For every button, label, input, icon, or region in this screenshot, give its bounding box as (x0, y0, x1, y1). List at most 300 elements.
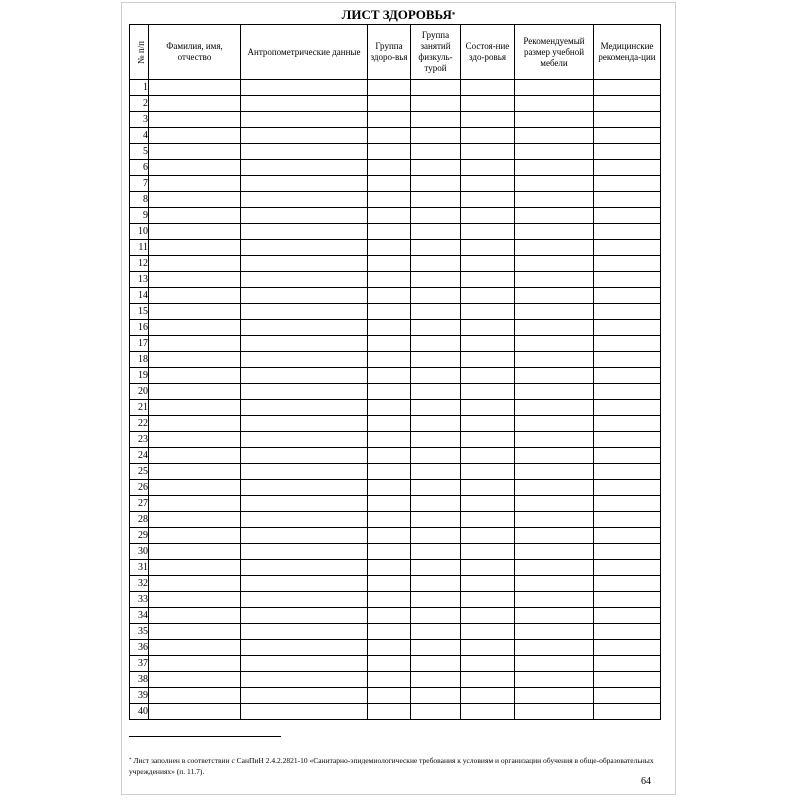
cell-pe_group[interactable] (411, 592, 461, 608)
cell-name[interactable] (149, 256, 241, 272)
table-row (130, 272, 661, 288)
cell-health_state[interactable] (461, 544, 515, 560)
cell-health_group[interactable] (368, 272, 411, 288)
cell-furniture[interactable] (515, 368, 594, 384)
cell-health_state[interactable] (461, 416, 515, 432)
cell-health_state[interactable] (461, 80, 515, 96)
cell-health_state[interactable] (461, 336, 515, 352)
cell-anthro[interactable] (241, 608, 368, 624)
cell-medical[interactable] (594, 544, 661, 560)
cell-pe_group[interactable] (411, 384, 461, 400)
cell-medical[interactable] (594, 144, 661, 160)
cell-health_state[interactable] (461, 224, 515, 240)
cell-health_group[interactable] (368, 368, 411, 384)
cell-medical[interactable] (594, 640, 661, 656)
table-row (130, 144, 661, 160)
cell-furniture[interactable] (515, 128, 594, 144)
cell-health_state[interactable] (461, 368, 515, 384)
cell-pe_group[interactable] (411, 496, 461, 512)
cell-anthro[interactable] (241, 400, 368, 416)
cell-name[interactable] (149, 704, 241, 720)
cell-health_group[interactable] (368, 352, 411, 368)
cell-furniture[interactable] (515, 432, 594, 448)
cell-name[interactable] (149, 176, 241, 192)
row-number: 37 (130, 656, 149, 672)
cell-pe_group[interactable] (411, 208, 461, 224)
cell-pe_group[interactable] (411, 576, 461, 592)
cell-medical[interactable] (594, 304, 661, 320)
cell-medical[interactable] (594, 416, 661, 432)
cell-furniture[interactable] (515, 336, 594, 352)
cell-anthro[interactable] (241, 144, 368, 160)
cell-furniture[interactable] (515, 672, 594, 688)
cell-health_state[interactable] (461, 320, 515, 336)
cell-medical[interactable] (594, 224, 661, 240)
cell-furniture[interactable] (515, 464, 594, 480)
cell-medical[interactable] (594, 592, 661, 608)
cell-medical[interactable] (594, 432, 661, 448)
cell-health_state[interactable] (461, 240, 515, 256)
cell-name[interactable] (149, 240, 241, 256)
table-row (130, 352, 661, 368)
cell-name[interactable] (149, 272, 241, 288)
cell-furniture[interactable] (515, 560, 594, 576)
table-row (130, 128, 661, 144)
cell-medical[interactable] (594, 672, 661, 688)
cell-medical[interactable] (594, 624, 661, 640)
cell-health_group[interactable] (368, 640, 411, 656)
cell-health_state[interactable] (461, 352, 515, 368)
cell-anthro[interactable] (241, 576, 368, 592)
cell-pe_group[interactable] (411, 144, 461, 160)
cell-furniture[interactable] (515, 224, 594, 240)
cell-name[interactable] (149, 352, 241, 368)
cell-name[interactable] (149, 464, 241, 480)
cell-health_group[interactable] (368, 544, 411, 560)
cell-name[interactable] (149, 384, 241, 400)
cell-furniture[interactable] (515, 592, 594, 608)
cell-health_group[interactable] (368, 704, 411, 720)
cell-pe_group[interactable] (411, 624, 461, 640)
cell-medical[interactable] (594, 192, 661, 208)
cell-anthro[interactable] (241, 320, 368, 336)
cell-health_state[interactable] (461, 608, 515, 624)
cell-name[interactable] (149, 128, 241, 144)
table-row (130, 640, 661, 656)
table-row (130, 400, 661, 416)
cell-name[interactable] (149, 400, 241, 416)
cell-health_group[interactable] (368, 688, 411, 704)
cell-name[interactable] (149, 656, 241, 672)
cell-anthro[interactable] (241, 592, 368, 608)
cell-health_group[interactable] (368, 464, 411, 480)
cell-health_group[interactable] (368, 448, 411, 464)
cell-anthro[interactable] (241, 224, 368, 240)
cell-medical[interactable] (594, 384, 661, 400)
cell-health_group[interactable] (368, 416, 411, 432)
cell-pe_group[interactable] (411, 304, 461, 320)
cell-health_group[interactable] (368, 176, 411, 192)
cell-pe_group[interactable] (411, 464, 461, 480)
cell-health_group[interactable] (368, 240, 411, 256)
cell-anthro[interactable] (241, 272, 368, 288)
cell-name[interactable] (149, 368, 241, 384)
cell-health_group[interactable] (368, 160, 411, 176)
cell-health_group[interactable] (368, 656, 411, 672)
cell-health_group[interactable] (368, 432, 411, 448)
cell-anthro[interactable] (241, 112, 368, 128)
cell-name[interactable] (149, 112, 241, 128)
cell-furniture[interactable] (515, 480, 594, 496)
cell-furniture[interactable] (515, 384, 594, 400)
cell-medical[interactable] (594, 176, 661, 192)
cell-health_group[interactable] (368, 592, 411, 608)
cell-health_state[interactable] (461, 512, 515, 528)
cell-health_state[interactable] (461, 672, 515, 688)
cell-health_group[interactable] (368, 496, 411, 512)
cell-furniture[interactable] (515, 96, 594, 112)
cell-health_state[interactable] (461, 288, 515, 304)
cell-anthro[interactable] (241, 560, 368, 576)
cell-furniture[interactable] (515, 272, 594, 288)
cell-furniture[interactable] (515, 624, 594, 640)
cell-anthro[interactable] (241, 80, 368, 96)
cell-anthro[interactable] (241, 256, 368, 272)
cell-pe_group[interactable] (411, 160, 461, 176)
cell-health_state[interactable] (461, 128, 515, 144)
cell-anthro[interactable] (241, 288, 368, 304)
cell-medical[interactable] (594, 160, 661, 176)
cell-name[interactable] (149, 608, 241, 624)
cell-medical[interactable] (594, 80, 661, 96)
cell-health_state[interactable] (461, 176, 515, 192)
cell-pe_group[interactable] (411, 656, 461, 672)
cell-medical[interactable] (594, 480, 661, 496)
cell-name[interactable] (149, 416, 241, 432)
cell-health_state[interactable] (461, 272, 515, 288)
cell-furniture[interactable] (515, 656, 594, 672)
cell-health_state[interactable] (461, 496, 515, 512)
cell-medical[interactable] (594, 464, 661, 480)
cell-pe_group[interactable] (411, 704, 461, 720)
cell-name[interactable] (149, 432, 241, 448)
cell-medical[interactable] (594, 272, 661, 288)
cell-health_group[interactable] (368, 96, 411, 112)
cell-name[interactable] (149, 336, 241, 352)
cell-name[interactable] (149, 624, 241, 640)
cell-pe_group[interactable] (411, 608, 461, 624)
cell-anthro[interactable] (241, 448, 368, 464)
row-number: 27 (130, 496, 149, 512)
cell-health_group[interactable] (368, 112, 411, 128)
cell-anthro[interactable] (241, 704, 368, 720)
cell-name[interactable] (149, 672, 241, 688)
cell-pe_group[interactable] (411, 480, 461, 496)
table-row (130, 592, 661, 608)
cell-medical[interactable] (594, 448, 661, 464)
cell-name[interactable] (149, 576, 241, 592)
cell-health_state[interactable] (461, 208, 515, 224)
cell-name[interactable] (149, 448, 241, 464)
cell-health_group[interactable] (368, 192, 411, 208)
cell-health_group[interactable] (368, 208, 411, 224)
cell-health_group[interactable] (368, 80, 411, 96)
row-number: 18 (130, 352, 149, 368)
cell-pe_group[interactable] (411, 112, 461, 128)
table-row (130, 512, 661, 528)
cell-pe_group[interactable] (411, 400, 461, 416)
cell-health_group[interactable] (368, 144, 411, 160)
cell-health_state[interactable] (461, 688, 515, 704)
cell-anthro[interactable] (241, 640, 368, 656)
cell-furniture[interactable] (515, 640, 594, 656)
cell-medical[interactable] (594, 320, 661, 336)
cell-health_group[interactable] (368, 560, 411, 576)
cell-health_group[interactable] (368, 512, 411, 528)
cell-medical[interactable] (594, 336, 661, 352)
cell-health_group[interactable] (368, 288, 411, 304)
cell-name[interactable] (149, 320, 241, 336)
cell-pe_group[interactable] (411, 336, 461, 352)
cell-pe_group[interactable] (411, 128, 461, 144)
cell-furniture[interactable] (515, 448, 594, 464)
cell-furniture[interactable] (515, 304, 594, 320)
cell-health_group[interactable] (368, 528, 411, 544)
cell-medical[interactable] (594, 352, 661, 368)
cell-pe_group[interactable] (411, 640, 461, 656)
cell-pe_group[interactable] (411, 672, 461, 688)
cell-anthro[interactable] (241, 688, 368, 704)
cell-furniture[interactable] (515, 608, 594, 624)
table-row (130, 464, 661, 480)
cell-medical[interactable] (594, 656, 661, 672)
cell-anthro[interactable] (241, 352, 368, 368)
cell-pe_group[interactable] (411, 320, 461, 336)
row-number: 29 (130, 528, 149, 544)
cell-pe_group[interactable] (411, 240, 461, 256)
cell-health_state[interactable] (461, 144, 515, 160)
cell-health_state[interactable] (461, 640, 515, 656)
cell-anthro[interactable] (241, 208, 368, 224)
cell-furniture[interactable] (515, 544, 594, 560)
cell-health_state[interactable] (461, 592, 515, 608)
cell-medical[interactable] (594, 496, 661, 512)
cell-furniture[interactable] (515, 160, 594, 176)
cell-furniture[interactable] (515, 496, 594, 512)
cell-medical[interactable] (594, 512, 661, 528)
row-number: 25 (130, 464, 149, 480)
cell-pe_group[interactable] (411, 352, 461, 368)
cell-furniture[interactable] (515, 352, 594, 368)
cell-medical[interactable] (594, 608, 661, 624)
cell-furniture[interactable] (515, 240, 594, 256)
cell-anthro[interactable] (241, 384, 368, 400)
cell-name[interactable] (149, 144, 241, 160)
cell-anthro[interactable] (241, 480, 368, 496)
cell-anthro[interactable] (241, 240, 368, 256)
cell-pe_group[interactable] (411, 544, 461, 560)
cell-furniture[interactable] (515, 416, 594, 432)
cell-medical[interactable] (594, 128, 661, 144)
row-number: 19 (130, 368, 149, 384)
cell-medical[interactable] (594, 96, 661, 112)
cell-pe_group[interactable] (411, 368, 461, 384)
cell-medical[interactable] (594, 368, 661, 384)
cell-pe_group[interactable] (411, 432, 461, 448)
cell-pe_group[interactable] (411, 272, 461, 288)
cell-furniture[interactable] (515, 704, 594, 720)
cell-anthro[interactable] (241, 192, 368, 208)
cell-name[interactable] (149, 80, 241, 96)
cell-pe_group[interactable] (411, 560, 461, 576)
cell-furniture[interactable] (515, 320, 594, 336)
cell-furniture[interactable] (515, 288, 594, 304)
cell-health_state[interactable] (461, 480, 515, 496)
cell-health_state[interactable] (461, 112, 515, 128)
cell-health_state[interactable] (461, 256, 515, 272)
cell-anthro[interactable] (241, 176, 368, 192)
cell-health_group[interactable] (368, 400, 411, 416)
cell-medical[interactable] (594, 112, 661, 128)
cell-health_group[interactable] (368, 256, 411, 272)
cell-health_state[interactable] (461, 192, 515, 208)
cell-anthro[interactable] (241, 656, 368, 672)
cell-health_group[interactable] (368, 672, 411, 688)
cell-health_state[interactable] (461, 528, 515, 544)
cell-medical[interactable] (594, 400, 661, 416)
cell-health_state[interactable] (461, 704, 515, 720)
cell-health_group[interactable] (368, 480, 411, 496)
cell-anthro[interactable] (241, 544, 368, 560)
cell-pe_group[interactable] (411, 288, 461, 304)
cell-anthro[interactable] (241, 432, 368, 448)
cell-medical[interactable] (594, 256, 661, 272)
row-number: 22 (130, 416, 149, 432)
cell-pe_group[interactable] (411, 416, 461, 432)
cell-name[interactable] (149, 480, 241, 496)
cell-anthro[interactable] (241, 336, 368, 352)
cell-pe_group[interactable] (411, 192, 461, 208)
cell-health_state[interactable] (461, 448, 515, 464)
cell-health_state[interactable] (461, 624, 515, 640)
cell-health_state[interactable] (461, 160, 515, 176)
cell-pe_group[interactable] (411, 512, 461, 528)
cell-health_state[interactable] (461, 304, 515, 320)
cell-health_state[interactable] (461, 576, 515, 592)
cell-anthro[interactable] (241, 528, 368, 544)
cell-anthro[interactable] (241, 624, 368, 640)
cell-name[interactable] (149, 560, 241, 576)
cell-pe_group[interactable] (411, 528, 461, 544)
cell-medical[interactable] (594, 560, 661, 576)
cell-anthro[interactable] (241, 128, 368, 144)
cell-furniture[interactable] (515, 528, 594, 544)
cell-name[interactable] (149, 208, 241, 224)
cell-medical[interactable] (594, 240, 661, 256)
cell-health_group[interactable] (368, 224, 411, 240)
cell-medical[interactable] (594, 528, 661, 544)
cell-furniture[interactable] (515, 512, 594, 528)
cell-furniture[interactable] (515, 112, 594, 128)
cell-health_state[interactable] (461, 656, 515, 672)
cell-name[interactable] (149, 688, 241, 704)
cell-furniture[interactable] (515, 208, 594, 224)
cell-pe_group[interactable] (411, 80, 461, 96)
cell-health_state[interactable] (461, 96, 515, 112)
cell-anthro[interactable] (241, 160, 368, 176)
cell-anthro[interactable] (241, 672, 368, 688)
cell-pe_group[interactable] (411, 448, 461, 464)
cell-health_state[interactable] (461, 384, 515, 400)
cell-health_group[interactable] (368, 336, 411, 352)
cell-health_group[interactable] (368, 320, 411, 336)
cell-health_group[interactable] (368, 624, 411, 640)
table-row (130, 304, 661, 320)
cell-pe_group[interactable] (411, 96, 461, 112)
cell-name[interactable] (149, 528, 241, 544)
cell-name[interactable] (149, 592, 241, 608)
cell-pe_group[interactable] (411, 176, 461, 192)
cell-name[interactable] (149, 288, 241, 304)
cell-medical[interactable] (594, 208, 661, 224)
cell-name[interactable] (149, 224, 241, 240)
table-row (130, 320, 661, 336)
cell-anthro[interactable] (241, 512, 368, 528)
cell-pe_group[interactable] (411, 688, 461, 704)
cell-name[interactable] (149, 640, 241, 656)
cell-name[interactable] (149, 544, 241, 560)
cell-anthro[interactable] (241, 464, 368, 480)
cell-name[interactable] (149, 192, 241, 208)
cell-name[interactable] (149, 304, 241, 320)
cell-name[interactable] (149, 96, 241, 112)
cell-medical[interactable] (594, 688, 661, 704)
cell-health_state[interactable] (461, 432, 515, 448)
cell-medical[interactable] (594, 288, 661, 304)
cell-name[interactable] (149, 496, 241, 512)
cell-furniture[interactable] (515, 400, 594, 416)
cell-health_group[interactable] (368, 128, 411, 144)
cell-anthro[interactable] (241, 496, 368, 512)
cell-furniture[interactable] (515, 576, 594, 592)
cell-health_group[interactable] (368, 304, 411, 320)
cell-furniture[interactable] (515, 192, 594, 208)
cell-health_group[interactable] (368, 576, 411, 592)
cell-medical[interactable] (594, 704, 661, 720)
cell-health_state[interactable] (461, 400, 515, 416)
cell-furniture[interactable] (515, 176, 594, 192)
table-header-row (130, 25, 661, 80)
cell-furniture[interactable] (515, 144, 594, 160)
cell-health_state[interactable] (461, 560, 515, 576)
cell-health_state[interactable] (461, 464, 515, 480)
cell-anthro[interactable] (241, 304, 368, 320)
cell-anthro[interactable] (241, 368, 368, 384)
cell-name[interactable] (149, 512, 241, 528)
cell-furniture[interactable] (515, 80, 594, 96)
cell-pe_group[interactable] (411, 224, 461, 240)
cell-medical[interactable] (594, 576, 661, 592)
cell-anthro[interactable] (241, 416, 368, 432)
cell-furniture[interactable] (515, 688, 594, 704)
cell-anthro[interactable] (241, 96, 368, 112)
cell-pe_group[interactable] (411, 256, 461, 272)
cell-health_group[interactable] (368, 608, 411, 624)
cell-furniture[interactable] (515, 256, 594, 272)
cell-health_group[interactable] (368, 384, 411, 400)
cell-name[interactable] (149, 160, 241, 176)
row-number: 39 (130, 688, 149, 704)
